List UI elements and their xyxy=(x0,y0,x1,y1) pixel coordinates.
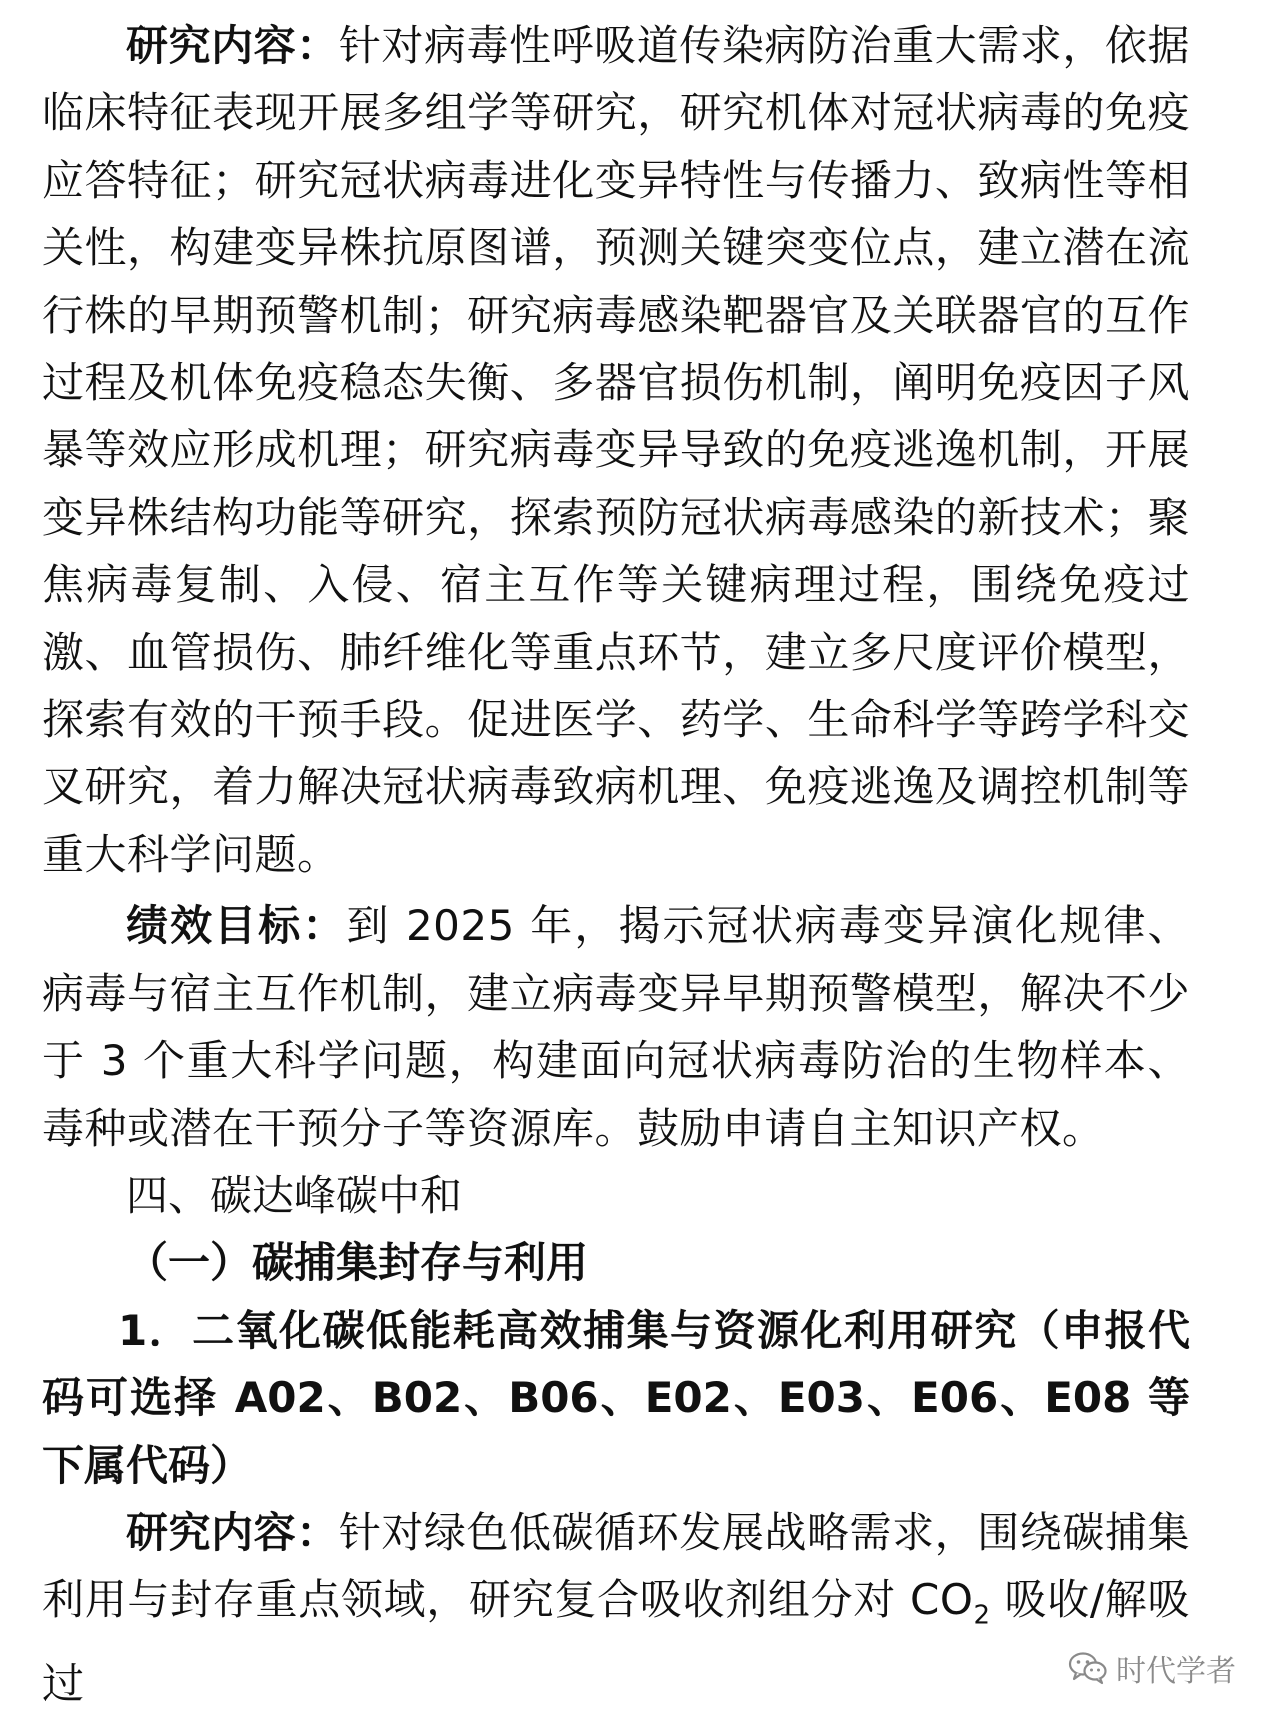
research-content-label-2: 研究内容： xyxy=(126,1507,339,1557)
performance-goal-text: 到 2025 年，揭示冠状病毒变异演化规律、病毒与宿主互作机制，建立病毒变异早期预警模型，解决不少于 3 个重大科学问题，构建面向冠状病毒防治的生物样本、毒种或潜在干预分子等资源库。鼓励申请自主知识产权。 xyxy=(42,901,1190,1153)
chapter-heading: 四、碳达峰碳中和 xyxy=(126,1170,463,1220)
watermark xyxy=(1062,1646,1242,1690)
document-page xyxy=(42,12,1190,1718)
research-content-label-1: 研究内容： xyxy=(126,21,339,70)
wechat-icon xyxy=(1068,1651,1108,1685)
co2-subscript: 2 xyxy=(973,1600,991,1631)
watermark-text: 时代学者 xyxy=(1116,1654,1236,1689)
subsection-heading: （一）碳捕集封存与利用 xyxy=(126,1238,589,1288)
item-heading: 1．二氧化碳低能耗高效捕集与资源化利用研究（申报代码可选择 A02、B02、B06、E02、E03、E06、E08 等下属代码） xyxy=(42,1305,1190,1490)
research-content-text-2a: 针对绿色低碳循环发展战略需求，围绕碳捕集利用与封存重点领域，研究复合吸收剂组分对 CO xyxy=(42,1507,1190,1625)
research-content-text-1: 针对病毒性呼吸道传染病防治重大需求，依据临床特征表现开展多组学等研究，研究机体对冠状病毒的免疫应答特征；研究冠状病毒进化变异特性与传播力、致病性等相关性，构建变异株抗原图谱，预测关键突变位点，建立潜在流行株的早期预警机制；研究病毒感染靶器官及关联器官的互作过程及机体免疫稳态失衡、多器官损伤机制，阐明免疫因子风暴等效应形成机理；研究病毒变异导致的免疫逃逸机制，开展变异株结构功能等研究，探索预防冠状病毒感染的新技术；聚焦病毒复制、入侵、宿主互作等关键病理过程，围绕免疫过激、血管损伤、肺纤维化等重点环节，建立多尺度评价模型，探索有效的干预手段。促进医学、药学、生命科学等跨学科交叉研究，着力解决冠状病毒致病机理、免疫逃逸及调控机制等重大科学问题。 xyxy=(42,21,1190,879)
performance-goal-label: 绩效目标： xyxy=(126,901,347,951)
research-content-text-2b: 吸收/解吸过 xyxy=(42,1575,1190,1709)
research-content-paragraph-2 xyxy=(42,1499,1190,1718)
performance-goal-paragraph xyxy=(42,892,1190,1162)
research-content-paragraph-1 xyxy=(42,12,1190,888)
